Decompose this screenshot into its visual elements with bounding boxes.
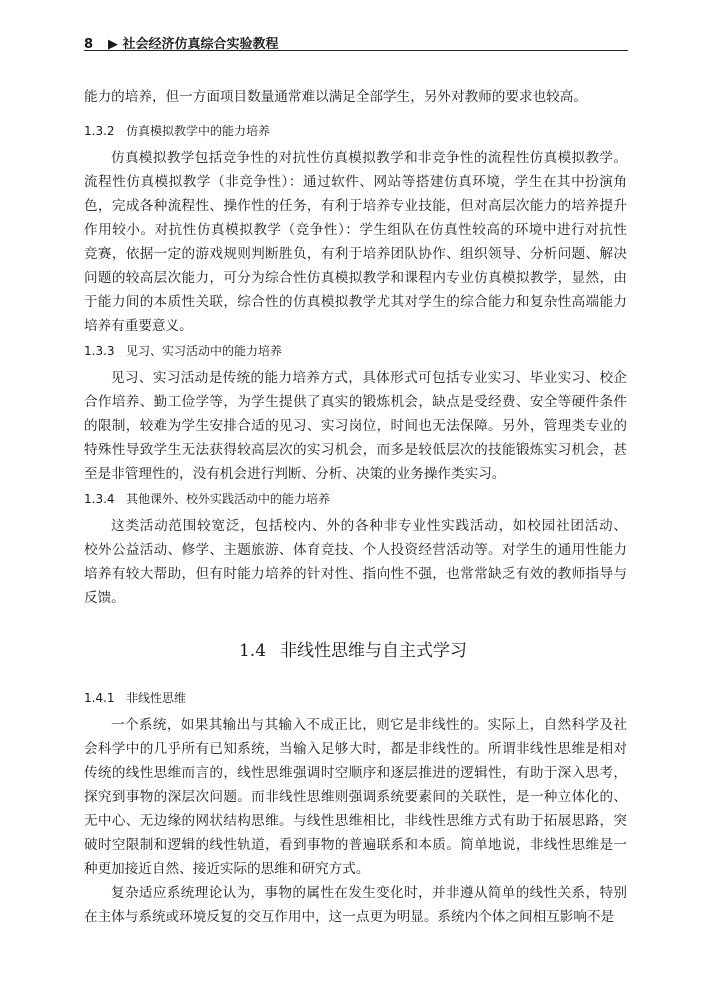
text-line: 仿真模拟教学包括竞争性的对抗性仿真模拟教学和非竞争性的流程性仿真模拟教学。	[111, 150, 627, 166]
text-line: 培养有重要意义。	[84, 318, 193, 334]
text-line: 种更加接近自然、接近实际的思维和研究方式。	[84, 861, 370, 877]
text-line: 流程性仿真模拟教学（非竞争性）：通过软件、网站等搭建仿真环境，学生在其中扮演角	[84, 174, 627, 190]
text-line: 至是非管理性的，没有机会进行判断、分析、决策的业务操作类实习。	[84, 466, 506, 482]
text-line: 见习、实习活动是传统的能力培养方式，具体形式可包括专业实习、毕业实习、校企	[111, 370, 627, 386]
text-line: 这类活动范围较宽泛，包括校内、外的各种非专业性实践活动，如校园社团活动、	[111, 518, 627, 534]
header-rule	[84, 50, 628, 51]
text-line: 作用较小。对抗性仿真模拟教学（竞争性）：学生组队在仿真性较高的环境中进行对抗性	[84, 222, 627, 238]
text-line: 于能力间的本质性关联，综合性的仿真模拟教学尤其对学生的综合能力和复杂性高端能力	[84, 294, 627, 310]
text-line: 竞赛，依据一定的游戏规则判断胜负，有利于培养团队协作、组织领导、分析问题、解决	[84, 246, 627, 262]
text-line: 探究到事物的深层次问题。而非线性思维则强调系统要素间的关联性，是一种立体化的、	[84, 789, 627, 805]
heading-1-3-2: 1.3.2 仿真模拟教学中的能力培养	[84, 124, 271, 138]
text-line: 培养有较大帮助，但有时能力培养的针对性、指向性不强，也常常缺乏有效的教师指导与	[84, 566, 627, 582]
text-line: 复杂适应系统理论认为，事物的属性在发生变化时，并非遵从简单的线性关系，特别	[111, 885, 627, 901]
text-line: 在主体与系统或环境反复的交互作用中，这一点更为明显。系统内个体之间相互影响不是	[84, 909, 615, 925]
text-line: 会科学中的几乎所有已知系统，当输入足够大时，都是非线性的。所谓非线性思维是相对	[84, 741, 627, 757]
text-line: 合作培养、勤工俭学等，为学生提供了真实的锻炼机会，缺点是受经费、安全等硬件条件	[84, 394, 627, 410]
paragraph-1-3-4	[84, 514, 627, 610]
text-line: 一个系统，如果其输出与其输入不成正比，则它是非线性的。实际上，自然科学及社	[111, 717, 627, 733]
heading-1-3-4: 1.3.4 其他课外、校外实践活动中的能力培养	[84, 492, 331, 506]
text-line: 破时空限制和逻辑的线性轨道，看到事物的普遍联系和本质。简单地说，非线性思维是一	[84, 837, 627, 853]
section-heading-1-4: 1.4 非线性思维与自主式学习	[238, 641, 468, 661]
text-line: 反馈。	[84, 590, 125, 606]
page-number: 8	[84, 37, 94, 52]
heading-1-3-3: 1.3.3 见习、实习活动中的能力培养	[84, 344, 283, 358]
heading-1-4-1: 1.4.1 非线性思维	[84, 691, 187, 705]
text-line: 问题的较高层次能力，可分为综合性仿真模拟教学和课程内专业仿真模拟教学，显然，由	[84, 270, 627, 286]
paragraph-1-3-3	[84, 366, 627, 486]
text-line: 能力的培养，但一方面项目数量通常难以满足全部学生，另外对教师的要求也较高。	[84, 89, 587, 105]
intro-paragraph	[84, 85, 627, 109]
text-line: 无中心、无边缘的网状结构思维。与线性思维相比，非线性思维方式有助于拓展思路，突	[84, 813, 627, 829]
paragraph-1-3-2	[84, 146, 627, 338]
paragraph-1-4-1	[84, 713, 627, 929]
text-line: 校外公益活动、修学、主题旅游、体育竞技、个人投资经营活动等。对学生的通用性能力	[84, 542, 627, 558]
text-line: 色，完成各种流程性、操作性的任务，有利于培养专业技能，但对高层次能力的培养提升	[84, 198, 627, 214]
text-line: 的限制，较难为学生安排合适的见习、实习岗位，时间也无法保障。另外，管理类专业的	[84, 418, 627, 434]
book-title: ▶ 社会经济仿真综合实验教程	[108, 37, 279, 52]
text-line: 传统的线性思维而言的，线性思维强调时空顺序和逐层推进的逻辑性，有助于深入思考，	[84, 765, 627, 781]
text-line: 特殊性导致学生无法获得较高层次的实习机会，而多是较低层次的技能锻炼实习机会，甚	[84, 442, 627, 458]
